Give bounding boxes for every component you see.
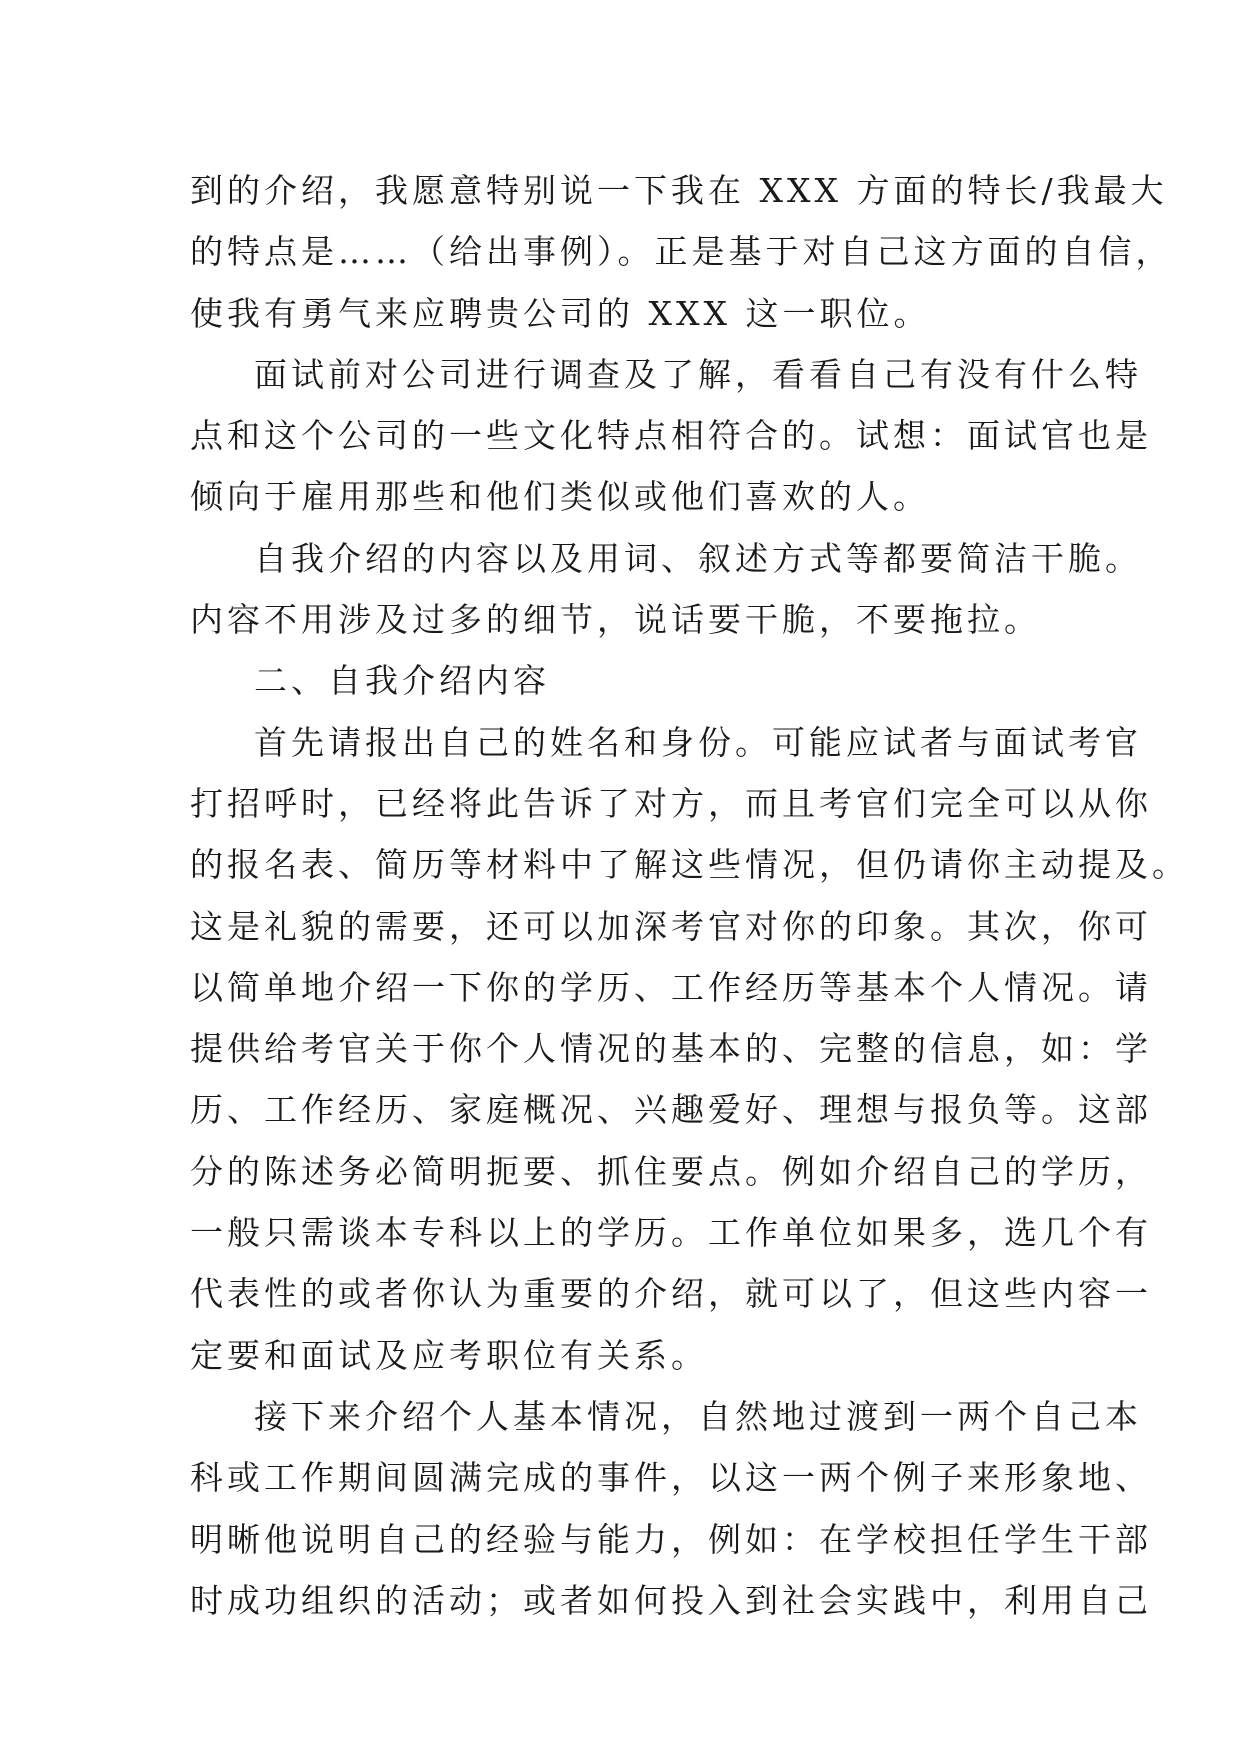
text-line: 一般只需谈本专科以上的学历。工作单位如果多，选几个有 (190, 1213, 1152, 1253)
text-line: 二、自我介绍内容 (254, 661, 550, 701)
text-line: 面试前对公司进行调查及了解，看看自己有没有什么特 (254, 354, 1142, 394)
text-line: 到的介绍，我愿意特别说一下我在 XXX 方面的特长/我最大 (190, 171, 1168, 210)
text-line: 时成功组织的活动；或者如何投入到社会实践中，利用自己 (190, 1580, 1152, 1620)
text-line: 倾向于雇用那些和他们类似或他们喜欢的人。 (190, 477, 930, 517)
text-line: 的特点是……（给出事例）。正是基于对自己这方面的自信， (190, 232, 1173, 272)
text-line: 首先请报出自己的姓名和身份。可能应试者与面试考官 (254, 722, 1142, 762)
text-line: 提供给考官关于你个人情况的基本的、完整的信息，如：学 (190, 1029, 1152, 1069)
text-line: 自我介绍的内容以及用词、叙述方式等都要简洁干脆。 (254, 538, 1142, 578)
text-line: 这是礼貌的需要，还可以加深考官对你的印象。其次，你可 (190, 906, 1152, 946)
text-line: 明晰他说明自己的经验与能力，例如：在学校担任学生干部 (190, 1519, 1152, 1559)
text-line: 的报名表、简历等材料中了解这些情况，但仍请你主动提及。 (190, 845, 1189, 885)
text-line: 定要和面试及应考职位有关系。 (190, 1335, 708, 1375)
text-line: 内容不用涉及过多的细节，说话要干脆，不要拖拉。 (190, 600, 1041, 640)
text-line: 科或工作期间圆满完成的事件，以这一两个例子来形象地、 (190, 1458, 1152, 1498)
document-body (190, 160, 1189, 1631)
text-line: 代表性的或者你认为重要的介绍，就可以了，但这些内容一 (190, 1274, 1152, 1314)
text-line: 使我有勇气来应聘贵公司的 XXX 这一职位。 (190, 293, 931, 333)
text-line: 接下来介绍个人基本情况，自然地过渡到一两个自己本 (254, 1396, 1142, 1436)
text-line: 以简单地介绍一下你的学历、工作经历等基本个人情况。请 (190, 967, 1152, 1007)
text-line: 打招呼时，已经将此告诉了对方，而且考官们完全可以从你 (190, 783, 1152, 823)
text-line: 点和这个公司的一些文化特点相符合的。试想：面试官也是 (190, 416, 1152, 456)
text-line: 历、工作经历、家庭概况、兴趣爱好、理想与报负等。这部 (190, 1090, 1152, 1130)
text-line: 分的陈述务必简明扼要、抓住要点。例如介绍自己的学历， (190, 1151, 1152, 1191)
